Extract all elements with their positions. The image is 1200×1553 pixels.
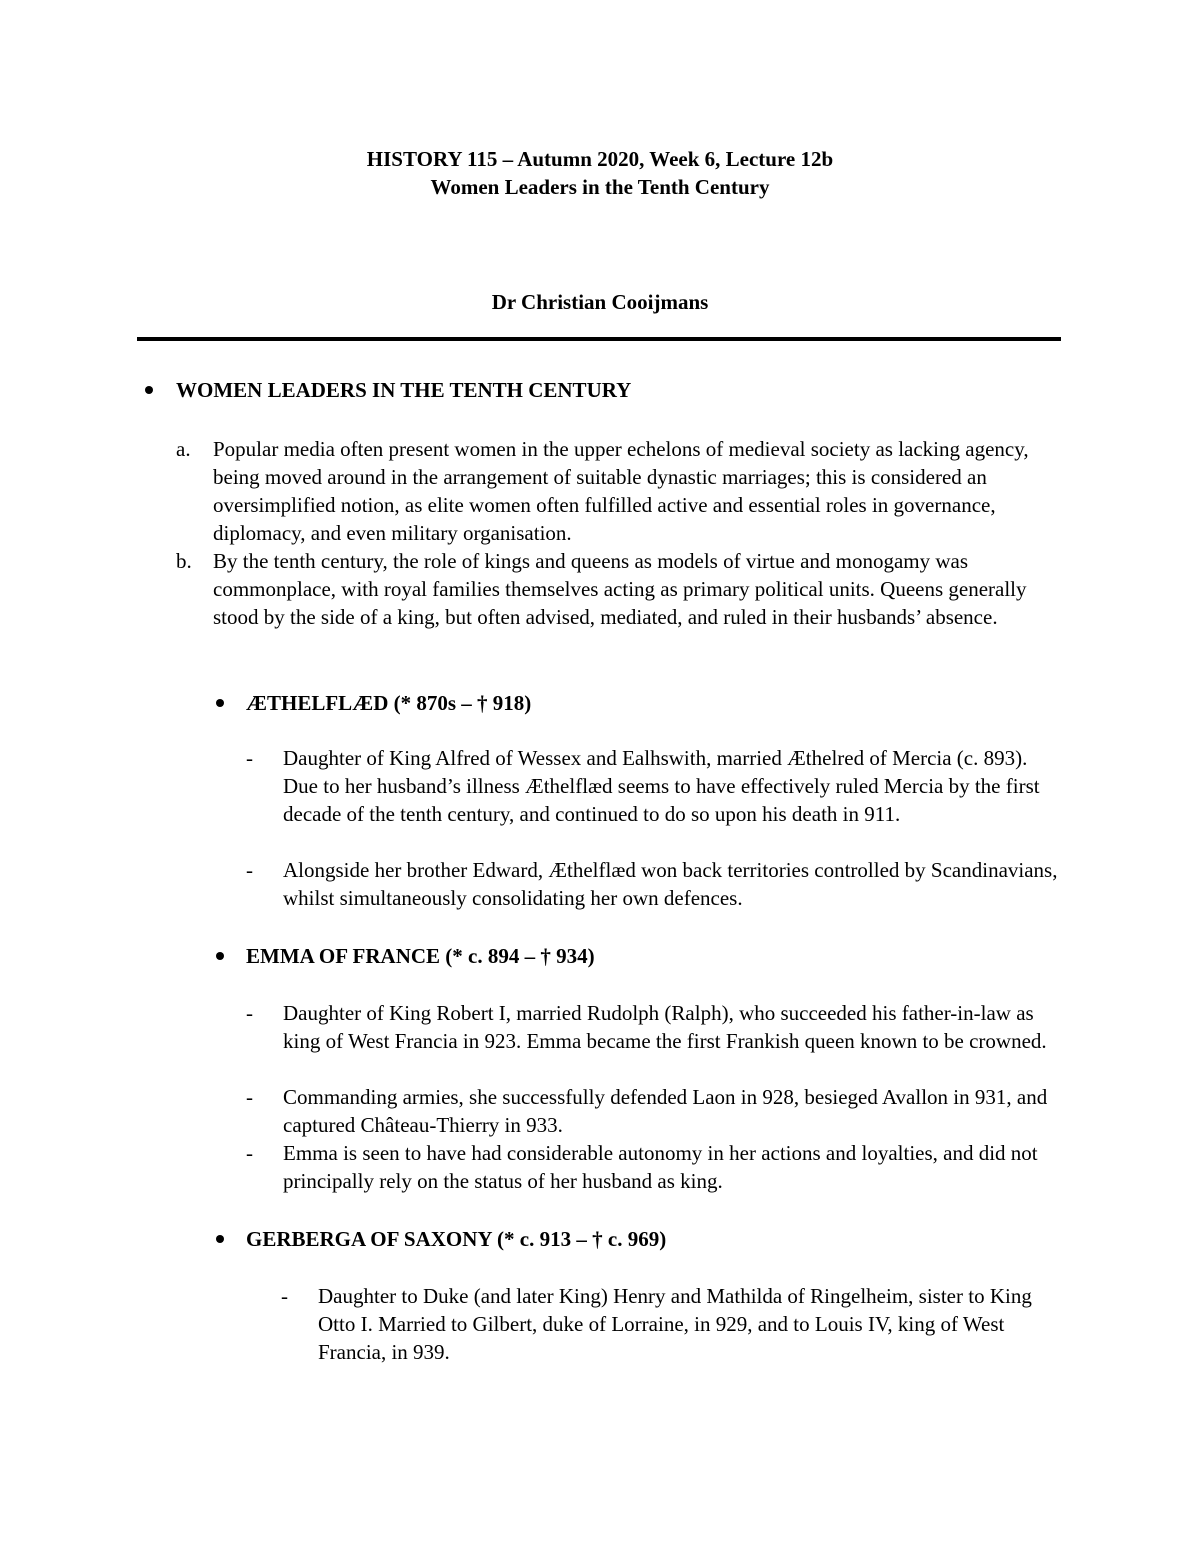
- horizontal-rule: [137, 337, 1061, 341]
- author-name: Dr Christian Cooijmans: [491, 290, 709, 314]
- list-item-text: Emma is seen to have had considerable autonomy in her actions and loyalties, and did not principally rely on the status of her husband as king.: [283, 1141, 1038, 1193]
- lecture-title: Women Leaders in the Tenth Century: [430, 175, 770, 199]
- dash-marker: -: [246, 746, 253, 770]
- leader-heading: [246, 1225, 666, 1253]
- dash-marker: -: [246, 1085, 253, 1109]
- leader-heading: [246, 689, 531, 717]
- leader-heading-text: EMMA OF FRANCE (* c. 894 – † 934): [246, 944, 595, 968]
- list-item: [176, 547, 1063, 631]
- dash-marker: -: [246, 1141, 253, 1165]
- list-item: [246, 1083, 1063, 1139]
- dash-marker: -: [246, 858, 253, 882]
- section-heading: [176, 376, 631, 404]
- list-item-text: Daughter of King Alfred of Wessex and Ealhswith, married Æthelred of Mercia (c. 893). Due to her husband’s illness Æthelflæd seems to have effectively ruled Mercia by the first decade of the tenth century, and continued to do so upon his death in 911.: [283, 746, 1040, 826]
- list-item-text: Daughter of King Robert I, married Rudolph (Ralph), who succeeded his father-in-law as king of West Francia in 923. Emma became the first Frankish queen known to be crowned.: [283, 1001, 1047, 1053]
- list-item: [176, 435, 1063, 547]
- bullet-icon: [216, 952, 224, 960]
- list-item-text: Popular media often present women in the upper echelons of medieval society as lacking agency, being moved around in the arrangement of suitable dynastic marriages; this is considered an oversimplified notion, as elite women often fulfilled active and essential roles in governance, diplomacy, and even military organisation.: [213, 437, 1029, 545]
- section-heading-text: WOMEN LEADERS IN THE TENTH CENTURY: [176, 378, 632, 402]
- dash-marker: -: [281, 1284, 288, 1308]
- list-item-text: Commanding armies, she successfully defended Laon in 928, besieged Avallon in 931, and captured Château-Thierry in 933.: [283, 1085, 1048, 1137]
- list-item-text: Daughter to Duke (and later King) Henry and Mathilda of Ringelheim, sister to King Otto I. Married to Gilbert, duke of Lorraine, in 929, and to Louis IV, king of West Francia, in 939.: [318, 1284, 1032, 1364]
- bullet-icon: [216, 1235, 224, 1243]
- list-item: [246, 856, 1063, 912]
- list-marker: b.: [176, 549, 192, 573]
- list-item: [246, 744, 1063, 828]
- leader-heading: [246, 942, 595, 970]
- leader-heading-text: ÆTHELFLÆD (* 870s – † 918): [246, 691, 532, 715]
- list-item-text: Alongside her brother Edward, Æthelflæd won back territories controlled by Scandinavians, whilst simultaneously consolidating her own defences.: [283, 858, 1058, 910]
- bullet-icon: [145, 386, 153, 394]
- list-item-text: By the tenth century, the role of kings and queens as models of virtue and monogamy was commonplace, with royal families themselves acting as primary political units. Queens generally stood by the side of a king, but often advised, mediated, and ruled in their husbands’ absence.: [213, 549, 1027, 629]
- list-item: [246, 999, 1063, 1055]
- list-item: [281, 1282, 1063, 1366]
- leader-heading-text: GERBERGA OF SAXONY (* c. 913 – † c. 969): [246, 1227, 667, 1251]
- dash-marker: -: [246, 1001, 253, 1025]
- course-title: HISTORY 115 – Autumn 2020, Week 6, Lecture 12b: [366, 147, 834, 171]
- bullet-icon: [216, 699, 224, 707]
- list-marker: a.: [176, 437, 191, 461]
- list-item: [246, 1139, 1063, 1195]
